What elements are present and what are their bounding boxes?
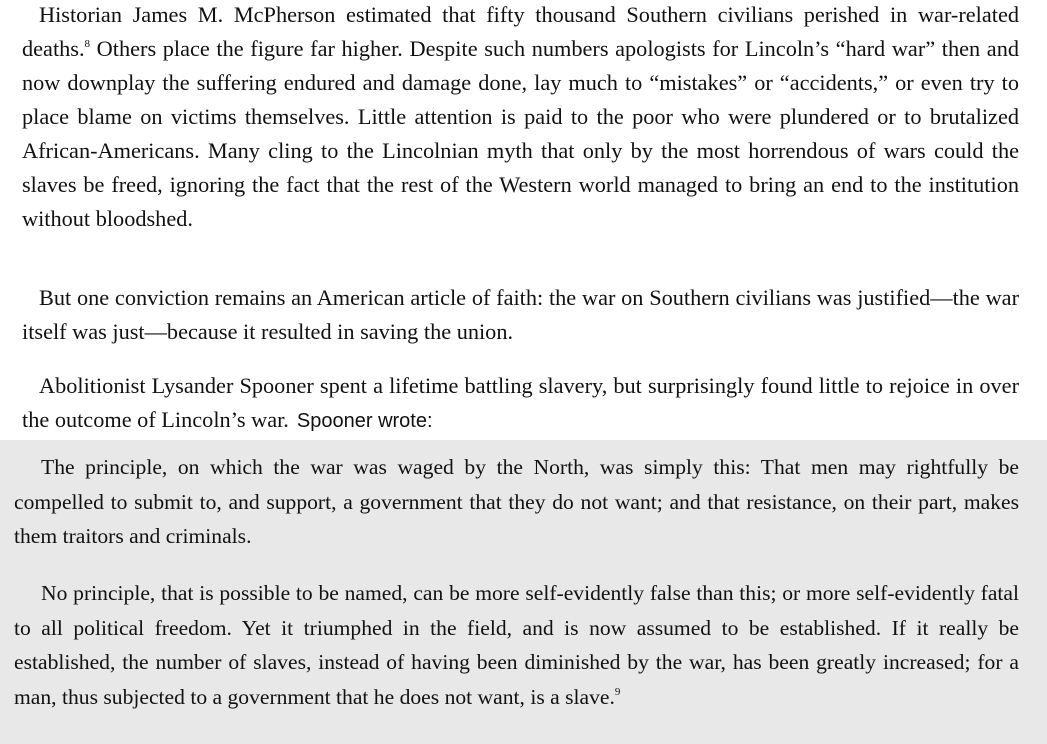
spooner-wrote-label: Spooner wrote:: [296, 410, 433, 432]
footnote-marker-9[interactable]: 9: [614, 685, 621, 698]
paragraph-spooner-intro: [22, 369, 1019, 438]
paragraph-text: Abolitionist Lysander Spooner spent a lifetime battling slavery, but surprisingly found little to rejoice in over the outcome of Lincoln’s war.: [22, 373, 1019, 432]
paragraph-mcpherson: [22, 0, 1019, 236]
paragraph-text-continued: Others place the figure far higher. Despite such numbers apologists for Lincoln’s “hard war” then and now downplay the suffering endured and damage done, lay much to “mistakes” or “accidents,” or even try to place blame on victims themselves. Little attention is paid to the poor who were plundered or to brutalized African-Americans. Many cling to the Lincolnian myth that only by the most horrendous of wars could the slaves be freed, ignoring the fact that the rest of the Western world managed to bring an end to the institution without bloodshed.: [22, 36, 1019, 231]
quote-paragraph-principle: [14, 450, 1019, 554]
quote-text-2: No principle, that is possible to be named, can be more self-evidently false than this; or more self-evidently fatal to all political freedom. Yet it triumphed in the field, and is now assumed to be established. If it really be established, the number of slaves, instead of having been diminished by the war, has been greatly increased; for a man, thus subjected to a government that he does not want, is a slave.: [14, 581, 1019, 709]
paragraph-text: Historian James M. McPherson estimated that fifty thousand Southern civilians perished in war-related deaths.: [22, 2, 1019, 61]
footnote-marker-8[interactable]: 8: [84, 38, 91, 50]
quote-text-1: The principle, on which the war was waged by the North, was simply this: That men may rightfully be compelled to submit to, and support, a government that they do not want; and that resistance, on their part, makes them traitors and criminals.: [14, 455, 1019, 548]
quote-paragraph-no-principle: [14, 576, 1019, 714]
paragraph-text: But one conviction remains an American article of faith: the war on Southern civilians was justified—the war itself was just—because it resulted in saving the union.: [22, 285, 1019, 344]
paragraph-article-of-faith: [22, 281, 1019, 349]
block-quote: [0, 440, 1047, 744]
